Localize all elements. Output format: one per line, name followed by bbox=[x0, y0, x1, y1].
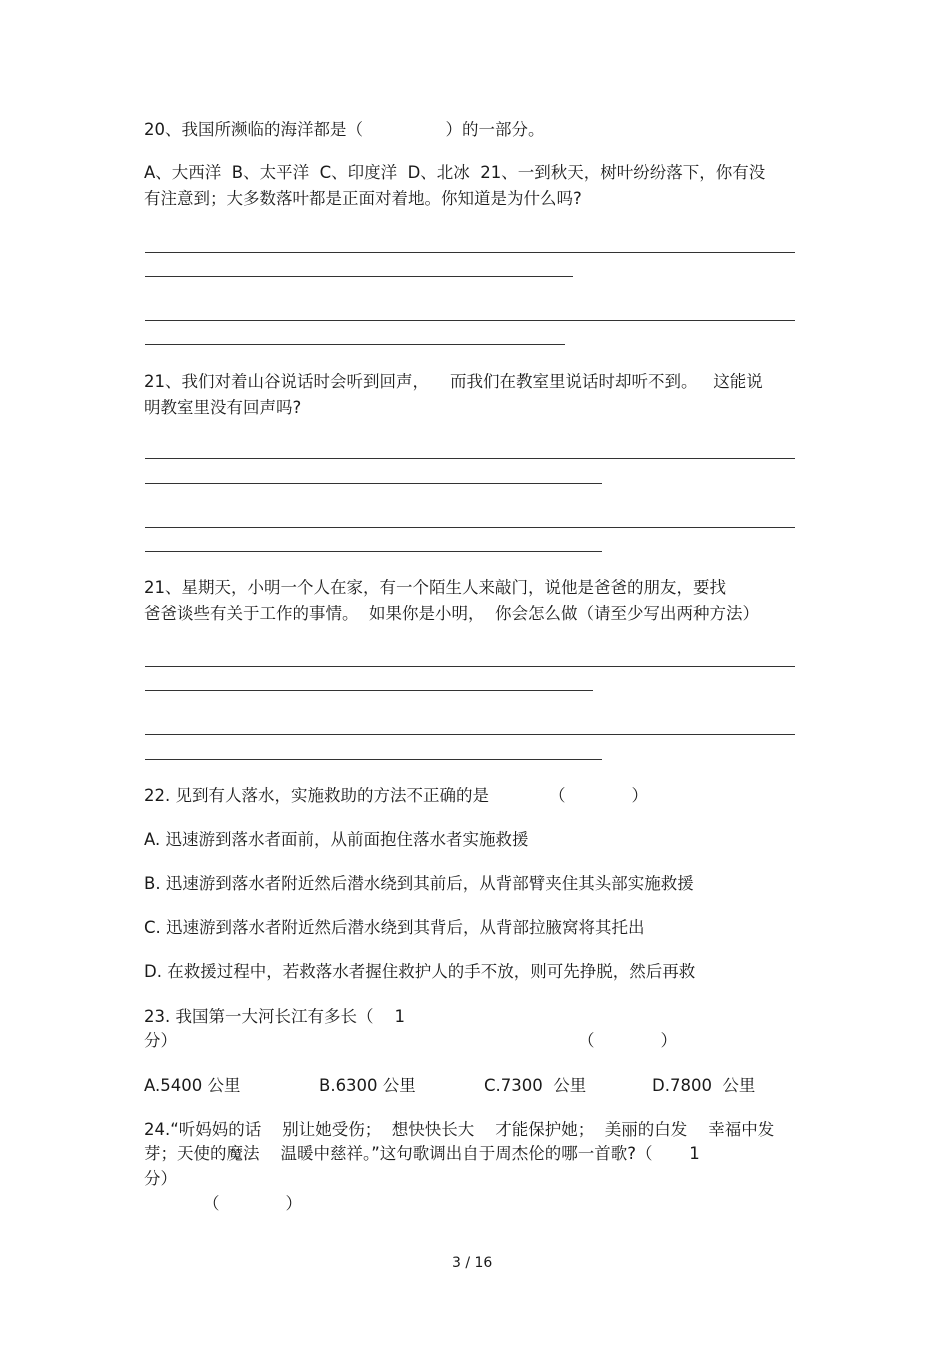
q23-option-c: C.7300 公里 bbox=[484, 1076, 587, 1095]
q22-option-a: A. 迅速游到落水者面前，从前面抱住落水者实施救援 bbox=[144, 830, 529, 849]
q20-options-line2: 有注意到；大多数落叶都是正面对着地。你知道是为什么吗? bbox=[144, 189, 582, 208]
q22-option-b: B. 迅速游到落水者附近然后潜水绕到其前后，从背部臂夹住其头部实施救援 bbox=[144, 874, 694, 893]
answer-line bbox=[145, 759, 602, 760]
answer-line bbox=[145, 483, 602, 484]
q22-answer-paren: （ ） bbox=[549, 786, 648, 805]
q23-stem: 23. 我国第一大河长江有多长（ 1 bbox=[144, 1007, 405, 1026]
answer-line bbox=[145, 276, 573, 277]
answer-line bbox=[145, 666, 795, 667]
q22-option-d: D. 在救援过程中，若救落水者握住救护人的手不放，则可先挣脱，然后再救 bbox=[144, 962, 696, 981]
q24-line1: 24.“听妈妈的话 别让她受伤； 想快快长大 才能保护她； 美丽的白发 幸福中发 bbox=[144, 1120, 775, 1139]
q24-line2: 芽；天使的魔法 温暖中慈祥。”这句歌调出自于周杰伦的哪一首歌?（ 1 bbox=[144, 1144, 700, 1163]
q21b-line1: 21、星期天，小明一个人在家，有一个陌生人来敲门，说他是爸爸的朋友，要找 bbox=[144, 578, 726, 597]
answer-line bbox=[145, 551, 602, 552]
answer-line bbox=[145, 344, 565, 345]
answer-line bbox=[145, 734, 795, 735]
q23-option-d: D.7800 公里 bbox=[652, 1076, 756, 1095]
answer-line bbox=[145, 527, 795, 528]
page-number: 3 / 16 bbox=[452, 1255, 493, 1271]
q21a-line2: 明教室里没有回声吗? bbox=[144, 398, 302, 417]
q22-stem: 22. 见到有人落水，实施救助的方法不正确的是 bbox=[144, 786, 489, 805]
q23-option-a: A.5400 公里 bbox=[144, 1076, 241, 1095]
q22-option-c: C. 迅速游到落水者附近然后潜水绕到其背后，从背部拉腋窝将其托出 bbox=[144, 918, 645, 937]
q24-line3: 分） bbox=[144, 1169, 177, 1188]
answer-line bbox=[145, 320, 795, 321]
q23-answer-paren: （ ） bbox=[578, 1031, 677, 1050]
answer-line bbox=[145, 690, 593, 691]
q23-option-b: B.6300 公里 bbox=[319, 1076, 416, 1095]
answer-line bbox=[145, 458, 795, 459]
answer-line bbox=[145, 252, 795, 253]
q21a-line1: 21、我们对着山谷说话时会听到回声， 而我们在教室里说话时却听不到。 这能说 bbox=[144, 372, 763, 391]
q20-options-line1: A、大西洋 B、太平洋 C、印度洋 D、北冰 21、一到秋天，树叶纷纷落下，你有没 bbox=[144, 163, 766, 182]
q21b-line2: 爸爸谈些有关于工作的事情。 如果你是小明， 你会怎么做（请至少写出两种方法） bbox=[144, 604, 759, 623]
q20-stem: 20、我国所濒临的海洋都是（ ）的一部分。 bbox=[144, 120, 545, 139]
q24-answer-paren: （ ） bbox=[203, 1194, 302, 1213]
q23-stem-cont: 分） bbox=[144, 1031, 177, 1050]
